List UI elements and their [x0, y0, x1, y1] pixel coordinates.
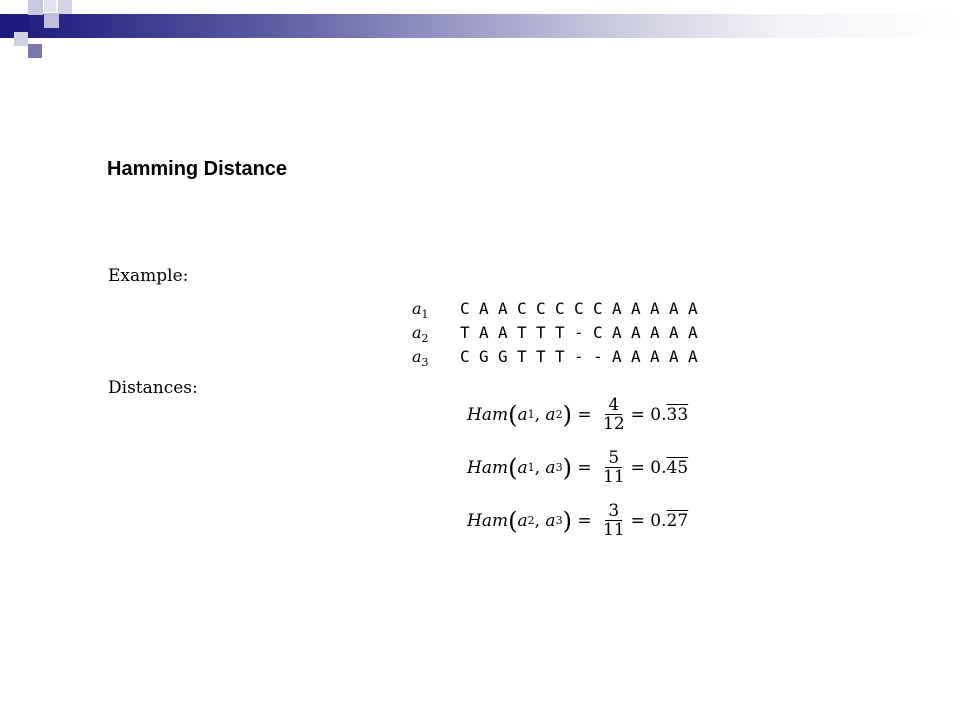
distances-label: Distances: [108, 378, 198, 398]
sequence-char: A [631, 323, 641, 342]
argument-subscript: 3 [555, 514, 563, 527]
sequence-char: - [574, 347, 584, 366]
sequence-row [412, 347, 707, 369]
sequence-char: A [650, 323, 660, 342]
sequence-char: A [688, 299, 698, 318]
result-prefix: 0. [650, 510, 667, 531]
sequence-char: G [498, 347, 508, 366]
denominator: 11 [603, 467, 625, 487]
decor-square [14, 32, 28, 46]
sequence-char: A [669, 299, 679, 318]
fraction [603, 449, 625, 486]
sequence-char: - [574, 323, 584, 342]
sequence-char: - [593, 347, 603, 366]
denominator: 11 [603, 520, 625, 540]
sequence-char: A [631, 347, 641, 366]
sequence-char: A [498, 299, 508, 318]
sequence-char: T [536, 323, 546, 342]
sequence-row [412, 323, 707, 345]
argument-subscript: 1 [527, 408, 535, 421]
sequence-char: A [688, 323, 698, 342]
sequence-char: A [631, 299, 641, 318]
argument: a [545, 457, 556, 478]
sequence-char: A [669, 347, 679, 366]
argument: a [517, 404, 528, 425]
argument-subscript: 3 [555, 461, 563, 474]
sequence-char: T [460, 323, 470, 342]
sequence-char: A [479, 323, 489, 342]
decor-square [14, 16, 29, 31]
sequence-char: A [688, 347, 698, 366]
decor-square [44, 0, 56, 12]
sequence-char: C [574, 299, 584, 318]
function-name: Ham [467, 404, 509, 425]
argument-subscript: 1 [527, 461, 535, 474]
argument-subscript: 2 [555, 408, 563, 421]
sequence-chars [460, 347, 707, 366]
example-label: Example: [108, 266, 189, 286]
numerator: 3 [605, 502, 622, 521]
result-prefix: 0. [650, 404, 667, 425]
fraction [603, 396, 625, 433]
sequence-char: A [612, 323, 622, 342]
sequence-char: T [555, 323, 565, 342]
sequence-name: $a_2$ [412, 323, 429, 346]
sequence-char: T [517, 323, 527, 342]
result-prefix: 0. [650, 457, 667, 478]
sequence-chars [460, 323, 707, 342]
argument: a [517, 510, 528, 531]
sequence-char: C [460, 299, 470, 318]
sequence-char: C [517, 299, 527, 318]
sequence-char: A [612, 347, 622, 366]
argument-subscript: 2 [527, 514, 535, 527]
numerator: 4 [605, 396, 622, 415]
sequence-char: A [498, 323, 508, 342]
function-name: Ham [467, 510, 509, 531]
function-name: Ham [467, 457, 509, 478]
result-repeating-digits: 27 [666, 510, 689, 531]
sequence-row [412, 299, 707, 321]
sequence-char: T [536, 347, 546, 366]
sequence-char: C [593, 299, 603, 318]
argument: a [517, 457, 528, 478]
hamming-equation: Ham ( a 1 , a 3 ) = $\frac{5}{11}$ = 0. 45 [467, 448, 689, 487]
sequence-char: C [460, 347, 470, 366]
argument: a [545, 404, 556, 425]
sequence-char: C [555, 299, 565, 318]
argument: a [545, 510, 556, 531]
decor-square [28, 0, 43, 15]
decor-square [28, 44, 42, 58]
result-repeating-digits: 45 [666, 457, 689, 478]
decor-square [44, 13, 59, 28]
sequence-char: G [479, 347, 489, 366]
decor-square [58, 0, 72, 14]
hamming-equation: Ham ( a 2 , a 3 ) = $\frac{3}{11}$ = 0. 27 [467, 501, 689, 540]
sequence-char: C [536, 299, 546, 318]
fraction [603, 502, 625, 539]
sequence-name: $a_3$ [412, 347, 429, 370]
hamming-equation: Ham ( a 1 , a 2 ) = $\frac{4}{12}$ = 0. 33 [467, 395, 689, 434]
sequence-char: A [669, 323, 679, 342]
denominator: 12 [603, 414, 625, 434]
sequence-char: A [650, 299, 660, 318]
sequence-char: T [517, 347, 527, 366]
numerator: 5 [605, 449, 622, 468]
result-repeating-digits: 33 [666, 404, 689, 425]
slide-title: Hamming Distance [107, 158, 288, 180]
sequence-char: A [612, 299, 622, 318]
sequence-char: A [479, 299, 489, 318]
sequence-name: $a_1$ [412, 299, 429, 322]
sequence-char: T [555, 347, 565, 366]
top-banner [0, 14, 960, 38]
sequence-chars [460, 299, 707, 318]
sequence-char: A [650, 347, 660, 366]
sequence-char: C [593, 323, 603, 342]
